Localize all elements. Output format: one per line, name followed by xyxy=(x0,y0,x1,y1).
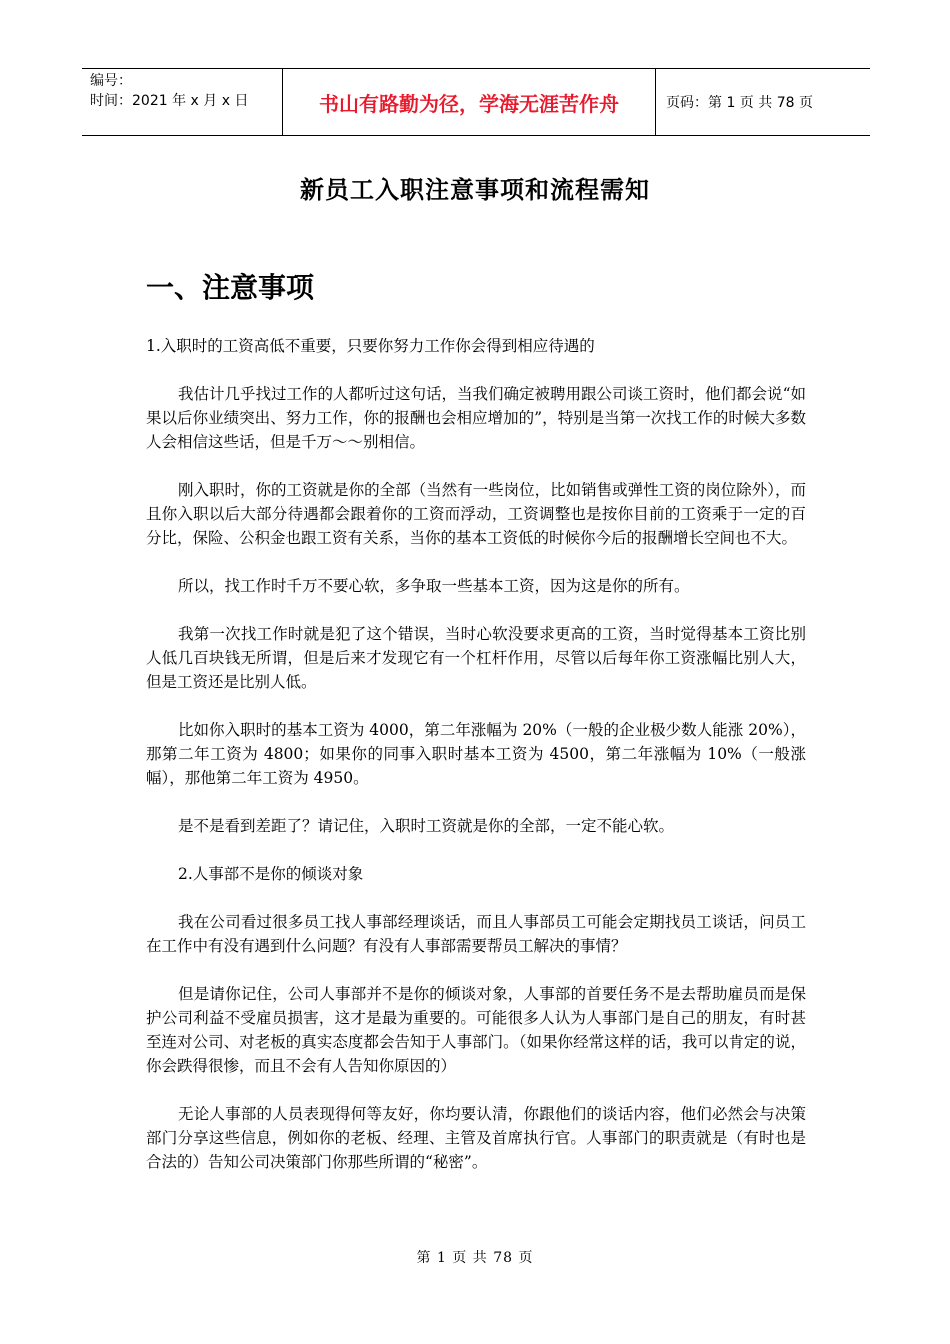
list-item-heading: 2.人事部不是你的倾谈对象 xyxy=(178,865,364,883)
header-motto: 书山有路勤为径，学海无涯苦作舟 xyxy=(319,91,619,116)
document-title: 新员工入职注意事项和流程需知 xyxy=(300,176,650,204)
document-number-label: 编号： xyxy=(90,73,132,89)
document-date: 时间：2021 年 x 月 x 日 xyxy=(90,93,249,109)
paragraph: 无论人事部的人员表现得何等友好，你均要认清，你跟他们的谈话内容，他们必然会与决策部门分享这些信息，例如你的老板、经理、主管及首席执行官。人事部门的职责就是（有时也是合法的）告知公司决策部门你那些所谓的“秘密”。 xyxy=(146,1105,806,1171)
paragraph: 比如你入职时的基本工资为 4000，第二年涨幅为 20%（一般的企业极少数人能涨 20%），那第二年工资为 4800；如果你的同事入职时基本工资为 4500，第二年涨幅为 10%（一般涨幅），那他第二年工资为 4950。 xyxy=(146,721,806,787)
paragraph: 但是请你记住，公司人事部并不是你的倾谈对象，人事部的首要任务不是去帮助雇员而是保护公司利益不受雇员损害，这才是最为重要的。可能很多人认为人事部门是自己的朋友，有时甚至连对公司、对老板的真实态度都会告知于人事部门。（如果你经常这样的话，我可以肯定的说，你会跌得很惨，而且不会有人告知你原因的） xyxy=(146,985,806,1075)
paragraph: 我在公司看过很多员工找人事部经理谈话，而且人事部员工可能会定期找员工谈话，问员工在工作中有没有遇到什么问题？有没有人事部需要帮员工解决的事情？ xyxy=(146,913,806,955)
page-header xyxy=(82,68,870,136)
paragraph: 刚入职时，你的工资就是你的全部（当然有一些岗位，比如销售或弹性工资的岗位除外），而且你入职以后大部分待遇都会跟着你的工资而浮动，工资调整也是按你目前的工资乘于一定的百分比，保险、公积金也跟工资有关系，当你的基本工资低的时候你今后的报酬增长空间也不大。 xyxy=(146,481,806,547)
list-item-heading: 1.入职时的工资高低不重要，只要你努力工作你会得到相应待遇的 xyxy=(146,337,595,355)
paragraph: 所以，找工作时千万不要心软，多争取一些基本工资，因为这是你的所有。 xyxy=(178,577,690,595)
section-heading: 一、注意事项 xyxy=(146,271,315,304)
header-page-code-cell xyxy=(656,69,870,135)
paragraph: 我估计几乎找过工作的人都听过这句话，当我们确定被聘用跟公司谈工资时，他们都会说“如果以后你业绩突出、努力工作，你的报酬也会相应增加的”，特别是当第一次找工作的时候大多数人会相信这些话，但是千万～～别相信。 xyxy=(146,385,806,451)
header-motto-cell xyxy=(282,69,656,135)
header-info xyxy=(82,69,282,135)
page-footer: 第 1 页 共 78 页 xyxy=(416,1250,534,1266)
paragraph: 我第一次找工作时就是犯了这个错误，当时心软没要求更高的工资，当时觉得基本工资比别人低几百块钱无所谓，但是后来才发现它有一个杠杆作用，尽管以后每年你工资涨幅比别人大，但是工资还是比别人低。 xyxy=(146,625,806,691)
paragraph: 是不是看到差距了？请记住，入职时工资就是你的全部，一定不能心软。 xyxy=(178,817,675,835)
document-body xyxy=(146,334,806,1198)
header-page-code: 页码：第 1 页 共 78 页 xyxy=(666,95,813,111)
